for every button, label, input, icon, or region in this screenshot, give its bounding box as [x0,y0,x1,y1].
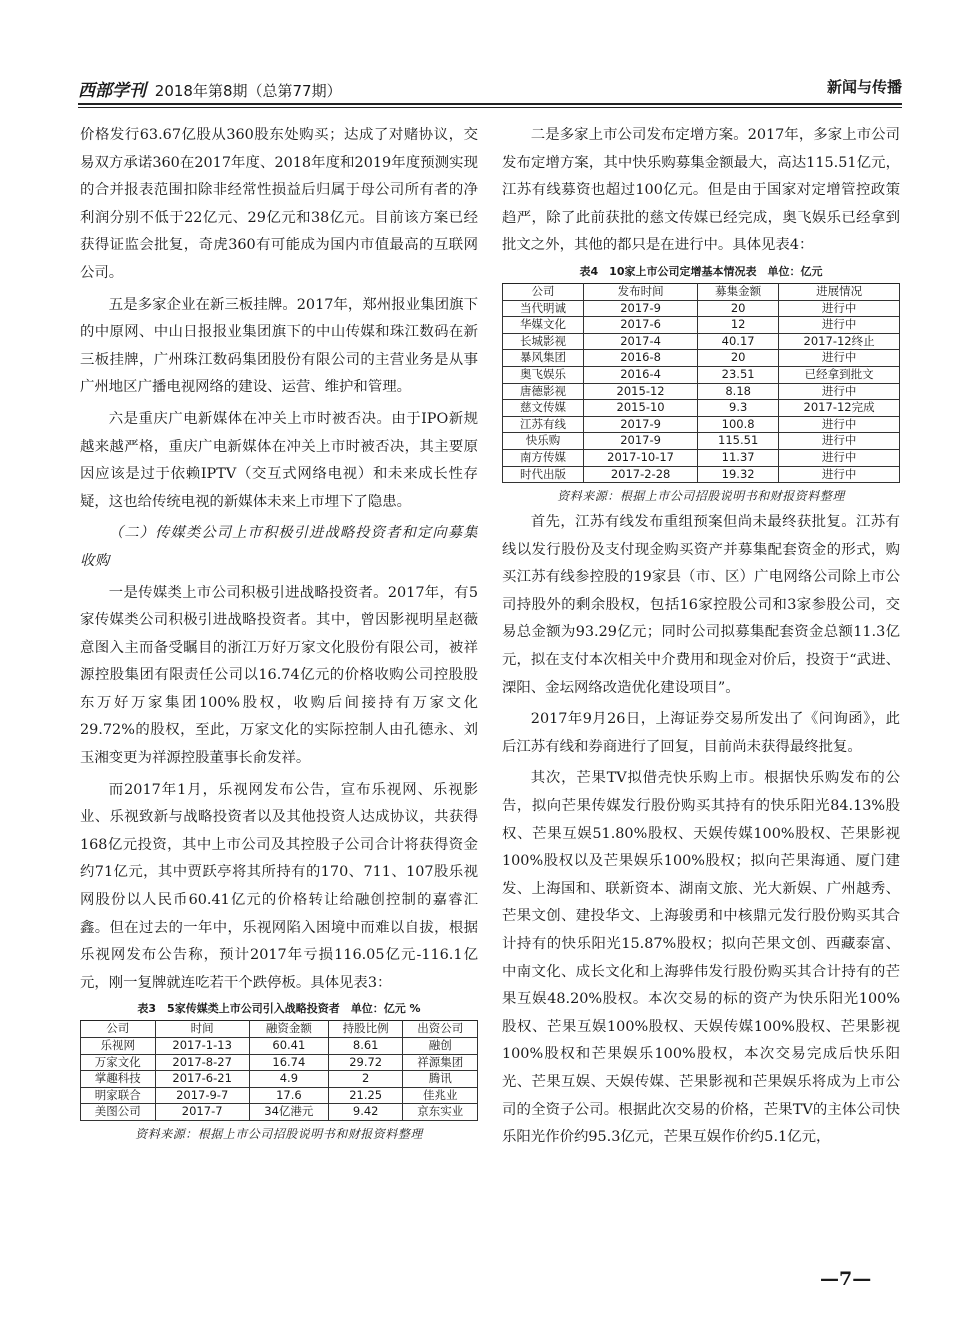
table-row [503,449,900,466]
table-cell: 奥飞娱乐 [503,366,584,383]
table-cell: 已经拿到批文 [779,366,900,383]
table-cell: 进行中 [779,449,900,466]
table-source-note: 资料来源：根据上市公司招股说明书和财报资料整理 [557,489,845,504]
header-rule [78,103,902,105]
table-cell: 时代出版 [503,466,584,483]
paragraph: 价格发行63.67亿股从360股东处购买；达成了对赌协议，交易双方承诺360在2017年度、2018年度和2019年度预测实现的合并报表范围扣除非经常性损益后归属于母公司所有者的净利润分别不低于22亿元、29亿元和38亿元。目前该方案已经获得证监会批复，奇虎360有可能成为国内市值最高的互联网公司。 [80,127,478,281]
table-caption: 表4 10家上市公司定增基本情况表 单位：亿元 [579,264,823,278]
header-rule-thin [78,107,902,108]
table-cell: 2017-12终止 [779,333,900,350]
journal-logo: 西部学刊 [78,81,146,101]
table-header-row [81,1021,478,1038]
table-cell: 40.17 [698,333,779,350]
right-column [502,122,900,1156]
table-cell: 8.18 [698,383,779,400]
table-cell: 乐视网 [81,1038,156,1055]
column-header: 发布时间 [584,283,698,300]
table-cell: 唐德影视 [503,383,584,400]
table-row [81,1054,478,1071]
table-cell: 2017-6-21 [155,1071,249,1088]
table-cell: 11.37 [698,449,779,466]
table-cell: 2 [328,1071,403,1088]
table-cell: 暴风集团 [503,350,584,367]
left-column [80,122,478,1147]
table-caption: 表3 5家传媒类上市公司引入战略投资者 单位：亿元 % [137,1002,421,1016]
table-cell: 长城影视 [503,333,584,350]
table-cell: 2017-9 [584,416,698,433]
table-cell: 华媒文化 [503,317,584,334]
table-row [81,1087,478,1104]
paragraph: 其次，芒果TV拟借壳快乐购上市。根据快乐购发布的公告，拟向芒果传媒发行股份购买其持有的快乐阳光84.13%股权、芒果互娱51.80%股权、天娱传媒100%股权、芒果影视100%股权以及芒果娱乐100%股权；拟向芒果海通、厦门建发、上海国和、联新资本、湖南文旅、光大新娱、广州越秀、芒果文创、建投华文、上海骏勇和中核鼎元发行股份购买其合计持有的快乐阳光15.87%股权；拟向芒果文创、西藏泰富、中南文化、成长文化和上海骅伟发行股份购买其合计持有的芒果互娱48.20%股权。本次交易的标的资产为快乐阳光100%股权、芒果互娱100%股权、天娱传媒100%股权、芒果影视100%股权和芒果娱乐100%股权，本次交易完成后快乐阳光、芒果互娱、天娱传媒、芒果影视和芒果娱乐将成为上市公司的全资子公司。根据此次交易的价格，芒果TV的主体公司快乐阳光作价约95.3亿元，芒果互娱作价约5.1亿元， [502,770,900,1146]
table-header-row [503,283,900,300]
table-cell: 腾讯 [403,1071,478,1088]
column-header: 融资金额 [249,1021,328,1038]
table-row [503,383,900,400]
table-cell: 20 [698,300,779,317]
table-4 [502,283,900,483]
table-row [503,333,900,350]
table-cell: 2017-4 [584,333,698,350]
table-cell: 2017-12完成 [779,400,900,417]
table-cell: 进行中 [779,383,900,400]
column-header: 时间 [155,1021,249,1038]
paragraph: 2017年9月26日，上海证券交易所发出了《问询函》，此后江苏有线和券商进行了回复，目前尚未获得最终批复。 [502,711,900,755]
table-cell: 100.8 [698,416,779,433]
table-cell: 当代明诚 [503,300,584,317]
table-cell: 19.32 [698,466,779,483]
table-cell: 115.51 [698,433,779,450]
table-cell: 12 [698,317,779,334]
table-cell: 2017-8-27 [155,1054,249,1071]
table-row [503,350,900,367]
table-cell: 20 [698,350,779,367]
running-header [78,72,902,102]
table-cell: 21.25 [328,1087,403,1104]
table-row [81,1038,478,1055]
table-cell: 进行中 [779,433,900,450]
table-cell: 京东实业 [403,1104,478,1121]
table-cell: 进行中 [779,416,900,433]
table-cell: 2017-9-7 [155,1087,249,1104]
section-subheading: （二）传媒类公司上市积极引进战略投资者和定向募集收购 [80,525,478,569]
table-row [503,366,900,383]
table-cell: 9.3 [698,400,779,417]
table-cell: 2017-9 [584,433,698,450]
table-3 [80,1020,478,1121]
table-cell: 进行中 [779,350,900,367]
table-row [81,1071,478,1088]
paragraph: 六是重庆广电新媒体在冲关上市时被否决。由于IPO新规越来越严格，重庆广电新媒体在冲关上市时被否决，其主要原因应该是过于依赖IPTV（交互式网络电视）和未来成长性存疑，这也给传统电视的新媒体未来上市埋下了隐患。 [80,410,478,510]
table-row [503,466,900,483]
table-cell: 29.72 [328,1054,403,1071]
paragraph: 一是传媒类上市公司积极引进战略投资者。2017年，有5家传媒类公司积极引进战略投资者。其中，曾因影视明星赵薇意图入主而备受瞩目的浙江万好万家文化股份有限公司，被祥源控股集团有限责任公司以16.74亿元的价格收购公司控股股东万好万家集团100%股权，收购后间接持有万家文化29.72%的股权，至此，万家文化的实际控制人由孔德永、刘玉湘变更为祥源控股董事长俞发祥。 [80,584,478,767]
table-cell: 进行中 [779,317,900,334]
table-cell: 8.61 [328,1038,403,1055]
table-cell: 23.51 [698,366,779,383]
table-cell: 明家联合 [81,1087,156,1104]
issue-label: 2018年第8期（总第77期） [154,82,342,100]
table-cell: 2017-9 [584,300,698,317]
table-cell: 祥源集团 [403,1054,478,1071]
table-cell: 南方传媒 [503,449,584,466]
section-label: 新闻与传播 [826,78,902,96]
table-row [503,400,900,417]
column-header: 募集金额 [698,283,779,300]
table-cell: 2017-7 [155,1104,249,1121]
table-row [503,433,900,450]
table-cell: 2015-12 [584,383,698,400]
paragraph: 二是多家上市公司发布定增方案。2017年，多家上市公司发布定增方案，其中快乐购募集金额最大，高达115.51亿元，江苏有线募资也超过100亿元。但是由于国家对定增管控政策趋严，除了此前获批的慈文传媒已经完成，奥飞娱乐已经拿到批文之外，其他的都只是在进行中。具体见表4： [502,127,900,254]
table-row [503,317,900,334]
table-cell: 万家文化 [81,1054,156,1071]
table-row [503,300,900,317]
table-row [81,1104,478,1121]
table-cell: 16.74 [249,1054,328,1071]
table-cell: 60.41 [249,1038,328,1055]
table-cell: 快乐购 [503,433,584,450]
table-cell: 融创 [403,1038,478,1055]
table-cell: 慈文传媒 [503,400,584,417]
column-header: 公司 [81,1021,156,1038]
paragraph: 五是多家企业在新三板挂牌。2017年，郑州报业集团旗下的中原网、中山日报报业集团旗下的中山传媒和珠江数码在新三板挂牌，广州珠江数码集团股份有限公司的主营业务是从事广州地区广播电视网络的建设、运营、维护和管理。 [80,296,478,396]
table-cell: 9.42 [328,1104,403,1121]
column-header: 进展情况 [779,283,900,300]
table-cell: 美图公司 [81,1104,156,1121]
table-cell: 17.6 [249,1087,328,1104]
table-cell: 2017-6 [584,317,698,334]
table-cell: 掌趣科技 [81,1071,156,1088]
paragraph: 而2017年1月，乐视网发布公告，宣布乐视网、乐视影业、乐视致新与战略投资者以及其他投资人达成协议，共获得168亿元投资，其中上市公司及其控股子公司合计将获得资金约71亿元，其中贾跃亭将其所持有的170、711、107股乐视网股份以人民币60.41亿元的价格转让给融创控制的嘉睿汇鑫。但在过去的一年中，乐视网陷入困境中而难以自拔，根据乐视网发布公告称，预计2017年亏损116.05亿元-116.1亿元，刚一复牌就连吃若干个跌停板。具体见表3： [80,781,478,991]
table-cell: 进行中 [779,300,900,317]
table-cell: 江苏有线 [503,416,584,433]
column-header: 持股比例 [328,1021,403,1038]
table-cell: 2016-4 [584,366,698,383]
table-cell: 2017-2-28 [584,466,698,483]
table-row [503,416,900,433]
table-cell: 34亿港元 [249,1104,328,1121]
column-header: 公司 [503,283,584,300]
table-cell: 4.9 [249,1071,328,1088]
table-cell: 2017-1-13 [155,1038,249,1055]
table-cell: 进行中 [779,466,900,483]
table-source-note: 资料来源：根据上市公司招股说明书和财报资料整理 [135,1126,423,1141]
column-header: 出资公司 [403,1021,478,1038]
table-cell: 2015-10 [584,400,698,417]
paragraph: 首先，江苏有线发布重组预案但尚未最终获批复。江苏有线以发行股份及支付现金购买资产并募集配套资金的形式，购买江苏有线参控股的19家县（市、区）广电网络公司除上市公司持股外的剩余股权，包括16家控股公司和3家参股公司，交易总金额为93.29亿元；同时公司拟募集配套资金总额11.3亿元，拟在支付本次相关中介费用和现金对价后，投资于“武进、溧阳、金坛网络改造优化建设项目”。 [502,514,900,696]
table-cell: 2017-10-17 [584,449,698,466]
table-cell: 2016-8 [584,350,698,367]
table-cell: 佳兆业 [403,1087,478,1104]
page-number: —7— [820,1268,872,1290]
header-left [78,76,342,101]
